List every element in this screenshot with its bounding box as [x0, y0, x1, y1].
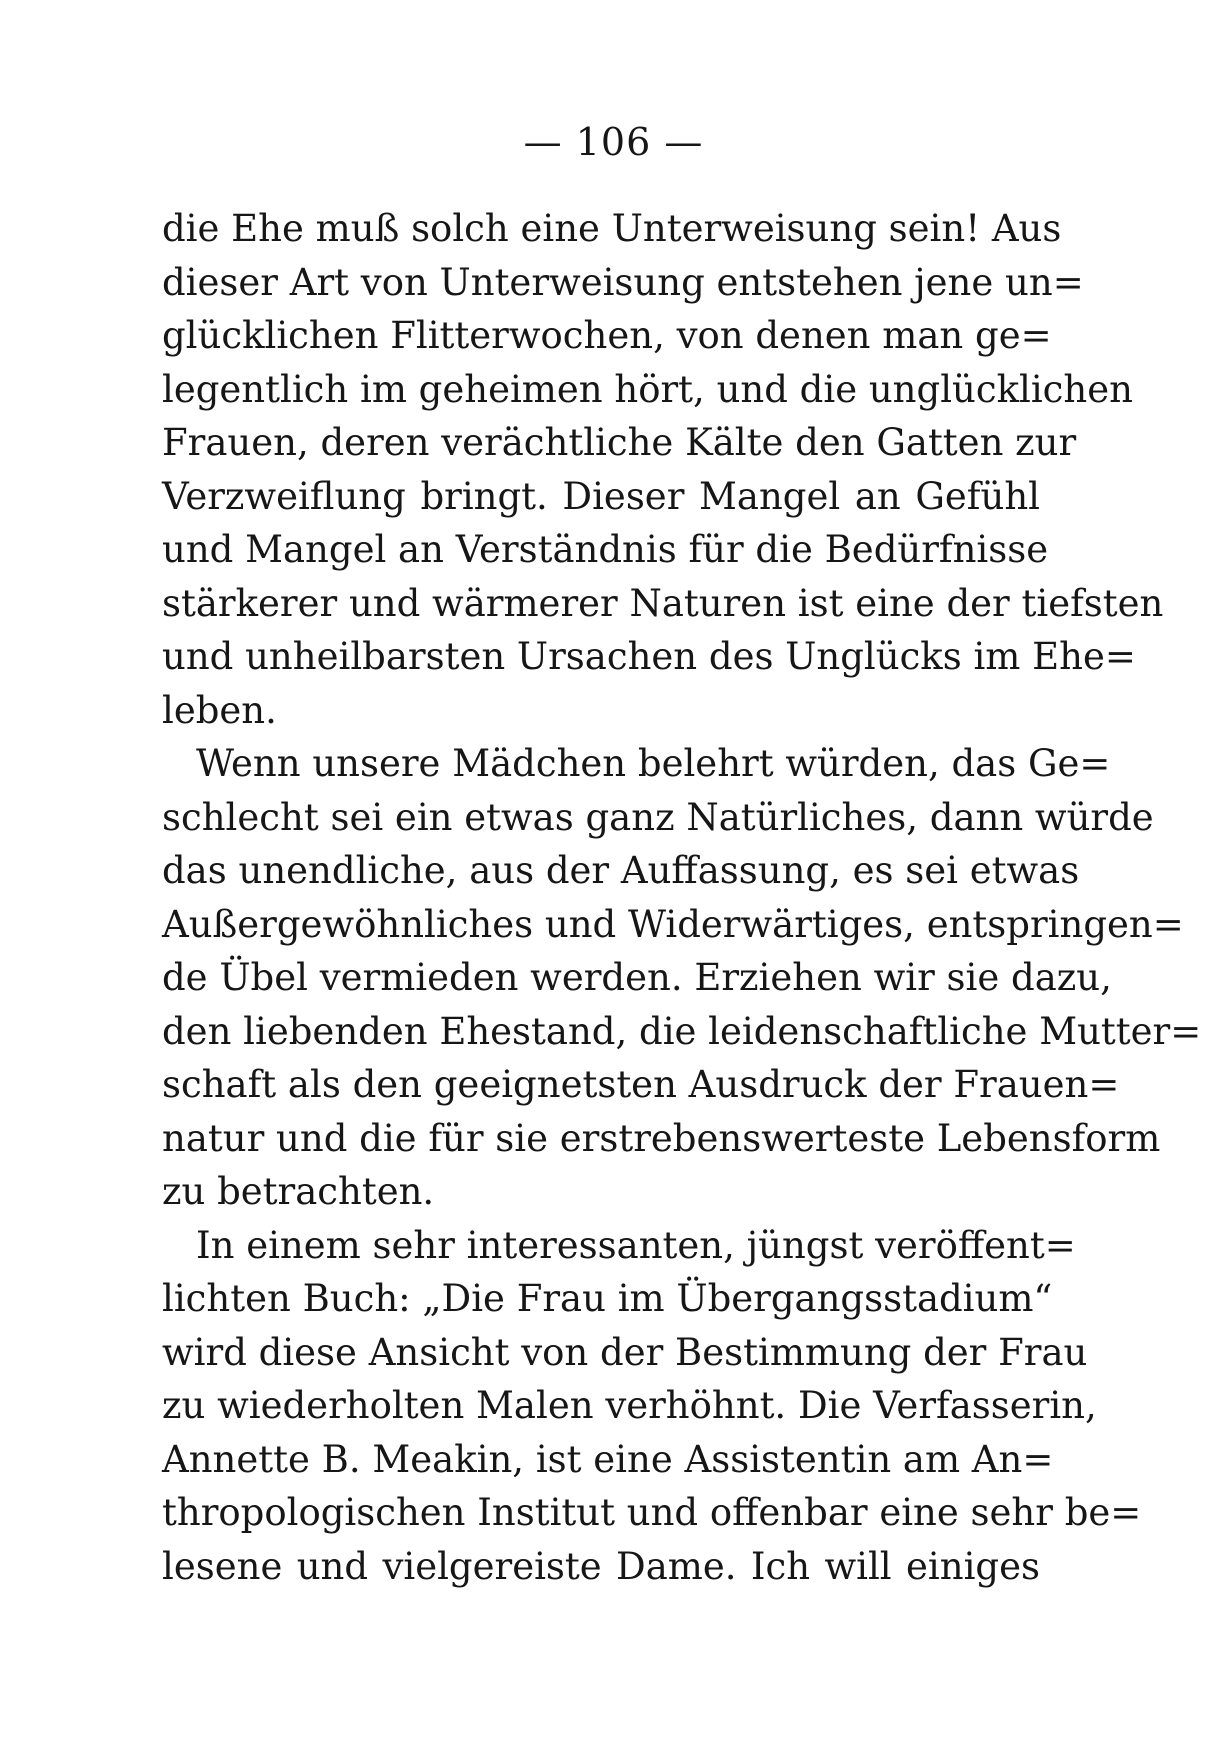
text-line: Verzweiflung bringt. Dieser Mangel an Gefühl: [162, 474, 1040, 518]
text-line: legentlich im geheimen hört, und die unglücklichen: [162, 367, 1133, 411]
text-line: lesene und vielgereiste Dame. Ich will einiges: [162, 1544, 1040, 1588]
paragraph-1: [162, 202, 1164, 737]
text-line: Wenn unsere Mädchen belehrt würden, das Ge=: [196, 742, 1111, 785]
text-line: de Übel vermieden werden. Erziehen wir sie dazu,: [162, 956, 1112, 999]
text-line: wird diese Ansicht von der Bestimmung der Frau: [162, 1330, 1088, 1374]
text-line: den liebenden Ehestand, die leidenschaftliche Mutter=: [162, 1009, 1202, 1053]
text-line: natur und die für sie erstrebenswerteste Lebensform: [162, 1116, 1161, 1160]
text-line: und unheilbarsten Ursachen des Unglücks im Ehe=: [162, 635, 1136, 678]
text-line: lichten Buch: „Die Frau im Übergangsstadium“: [162, 1277, 1053, 1320]
text-line: zu betrachten.: [162, 1170, 435, 1213]
text-line: glücklichen Flitterwochen, von denen man ge=: [162, 314, 1052, 357]
paragraph-2: [162, 737, 1202, 1219]
text-line: Frauen, deren verächtliche Kälte den Gatten zur: [162, 421, 1077, 464]
paragraph-3: [162, 1219, 1142, 1594]
text-line: leben.: [162, 688, 277, 732]
text-line: stärkerer und wärmerer Naturen ist eine der tiefsten: [162, 581, 1164, 625]
text-line: das unendliche, aus der Auffassung, es sei etwas: [162, 849, 1080, 892]
text-line: und Mangel an Verständnis für die Bedürfnisse: [162, 528, 1049, 571]
text-line: thropologischen Institut und offenbar eine sehr be=: [162, 1491, 1142, 1534]
text-line: zu wiederholten Malen verhöhnt. Die Verfasserin,: [162, 1384, 1097, 1427]
text-line: Annette B. Meakin, ist eine Assistentin am An=: [162, 1437, 1054, 1481]
page-number: — 106 —: [523, 120, 704, 164]
body-text: [162, 202, 1202, 1593]
text-line: Außergewöhnliches und Widerwärtiges, entspringen=: [162, 902, 1184, 946]
text-line: schaft als den geeignetsten Ausdruck der Frauen=: [162, 1063, 1120, 1106]
text-line: In einem sehr interessanten, jüngst veröffent=: [196, 1223, 1076, 1267]
text-line: schlecht sei ein etwas ganz Natürliches, dann würde: [162, 795, 1154, 839]
text-line: die Ehe muß solch eine Unterweisung sein! Aus: [162, 207, 1062, 250]
text-line: dieser Art von Unterweisung entstehen jene un=: [162, 260, 1084, 304]
